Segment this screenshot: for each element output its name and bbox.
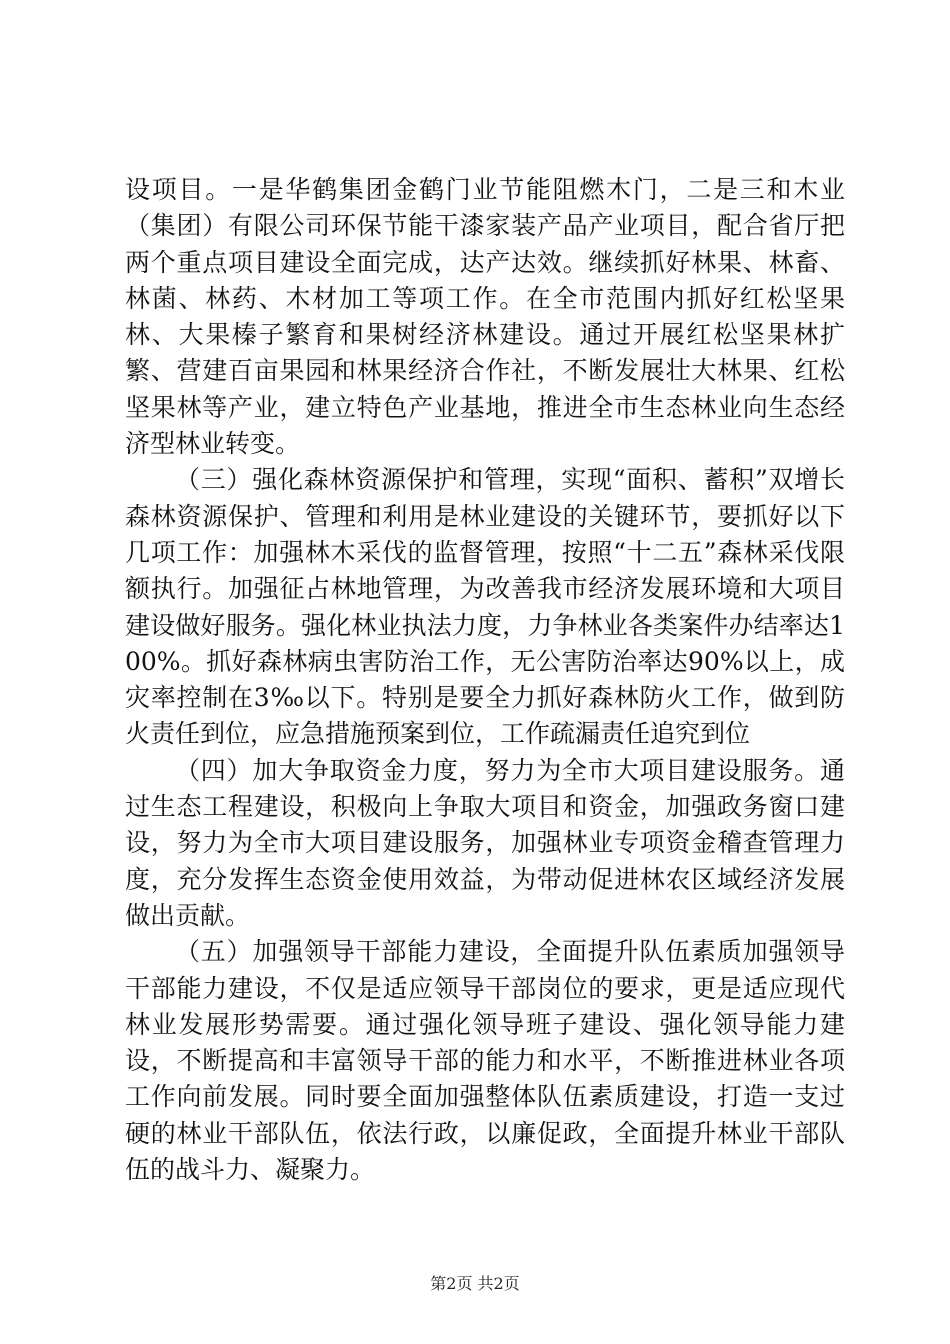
paragraph-section-5: （五）加强领导干部能力建设，全面提升队伍素质加强领导干部能力建设，不仅是适应领导干部岗位的要求，更是适应现代林业发展形势需要。通过强化领导班子建设、强化领导能力建设，不断提高和丰富领导干部的能力和水平，不断推进林业各项工作向前发展。同时要全面加强整体队伍素质建设，打造一支过硬的林业干部队伍，依法行政，以廉促政，全面提升林业干部队伍的战斗力、凝聚力。 [125, 937, 845, 1185]
paragraph-section-3: （三）强化森林资源保护和管理，实现“面积、蓄积”双增长森林资源保护、管理和利用是林业建设的关键环节，要抓好以下几项工作：加强林木采伐的监督管理，按照“十二五”森林采伐限额执行。加强征占林地管理，为改善我市经济发展环境和大项目建设做好服务。强化林业执法力度，力争林业各类案件办结率达100%。抓好森林病虫害防治工作，无公害防治率达90%以上，成灾率控制在3‰以下。特别是要全力抓好森林防火工作，做到防火责任到位，应急措施预案到位，工作疏漏责任追究到位 [125, 465, 845, 749]
page-footer: 第2页 共2页 [430, 1274, 520, 1293]
paragraph-section-4: （四）加大争取资金力度，努力为全市大项目建设服务。通过生态工程建设，积极向上争取大项目和资金，加强政务窗口建设，努力为全市大项目建设服务，加强林业专项资金稽查管理力度，充分发挥生态资金使用效益，为带动促进林农区域经济发展做出贡献。 [125, 755, 845, 930]
document-body [125, 172, 845, 1188]
paragraph-continuation: 设项目。一是华鹤集团金鹤门业节能阻燃木门，二是三和木业（集团）有限公司环保节能干漆家装产品产业项目，配合省厅把两个重点项目建设全面完成，达产达效。继续抓好林果、林畜、林菌、林药、木材加工等项工作。在全市范围内抓好红松坚果林、大果榛子繁育和果树经济林建设。通过开展红松坚果林扩繁、营建百亩果园和林果经济合作社，不断发展壮大林果、红松坚果林等产业，建立特色产业基地，推进全市生态林业向生态经济型林业转变。 [125, 175, 845, 459]
